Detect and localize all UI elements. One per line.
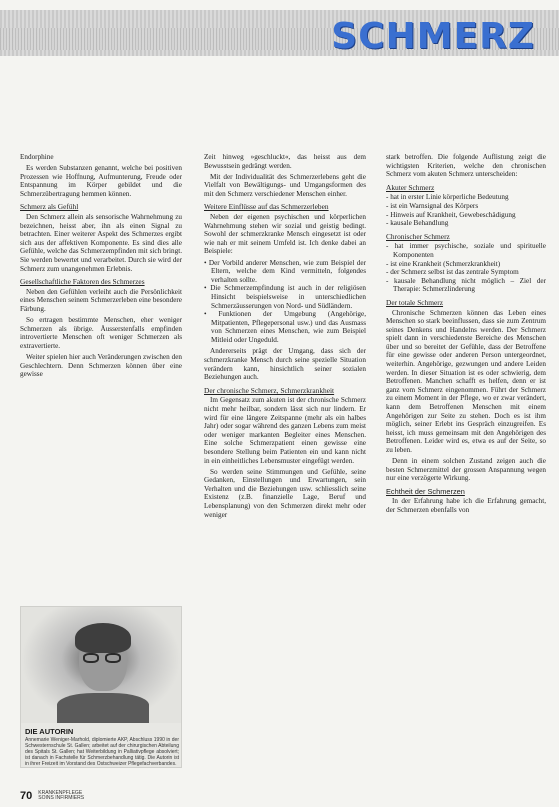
list-item: - kausale Behandlung xyxy=(386,219,546,228)
page-footer xyxy=(20,789,84,803)
magazine-name xyxy=(38,791,84,802)
glasses-icon xyxy=(83,653,99,663)
dash-list-chronic xyxy=(386,242,546,294)
list-item: • Der Vorbild anderer Menschen, wie zum Beispiel der Eltern, welche dem Kind vermitteln, folgendes verhalten sollte. xyxy=(204,259,366,285)
paragraph: Neben der eigenen psychischen und körperlichen Wahrnehmung stehen wir sozial und geistig bedingt. Sowohl der schmerzkranke Mensch eingesetzt ist oder wie nah er mit seinem Umfeld ist. Ich denke dabei an Beispiele: xyxy=(204,213,366,256)
paragraph: Andererseits prägt der Umgang, dass sich der schmerzkranke Mensch durch seine spezielle Situation verändern kann, hinsichtlich seiner sozialen Beziehungen auch. xyxy=(204,347,366,382)
list-item: - kausale Behandlung nicht möglich – Ziel der Therapie: Schmerzlinderung xyxy=(386,277,546,294)
subheading: Schmerz als Gefühl xyxy=(20,202,79,212)
paragraph: Den Schmerz allein als sensorische Wahrnehmung zu bezeichnen, heisst aber, ihn als einen Signal zu betrachten. Einer weiterer Aspekt des Schmerzes ergibt sich aus der affektiven Komponente. Es sind dies alle Gefühle, welche das Schmerzempfinden mit sich bringt. Sie werden bewertet und verarbeitet. Durch sie wird der Schmerz zum unangenehmen Erlebnis. xyxy=(20,213,182,273)
author-bio: Annemarie Weniger-Marhold, diplomierte AKP, Abschluss 1990 in der Schwesternschule St. Gallen; arbeitet auf der chirurgischen Abteilung des Spitals St. Gallen; hat Weiterbildung in Palliativpflege absolviert; ist danach in Fachstelle für Schmerzbehandlung tätig. Die Autorin ist in ihrer Freizeit im Vorstand des Ostschweizer Pflegefachverbandes. xyxy=(25,737,179,767)
magazine-line: KRANKENPFLEGE xyxy=(38,789,83,796)
paragraph: So ertragen bestimmte Menschen, eher weniger Schmerzen als übrige. Äusserstenfalls empfinden introvertierte Menschen oft weniger Schmerzen als extravertierte. xyxy=(20,316,182,350)
dash-list-acute xyxy=(386,193,546,227)
magazine-line: SOINS INFIRMIERS xyxy=(38,795,85,801)
list-item: • Die Schmerzempfindung ist auch in der religiösen Hinsicht beispielsweise in unterschiedlichen Schmerzäusserungen von Nord- und Südländern. xyxy=(204,284,366,310)
section-heading: Echtheit der Schmerzen xyxy=(386,486,465,496)
list-item: • Funktionen der Umgebung (Angehörige, Mitpatienten, Pflegepersonal usw.) und das Ausmass von Schmerzen eines Menschen, wie zum Beispiel Mitleid oder Ungeduld. xyxy=(204,310,366,344)
page-header xyxy=(0,10,559,56)
author-photo xyxy=(21,607,181,723)
photo-shoulders xyxy=(57,693,149,723)
list-item: - ist ein Warnsignal des Körpers xyxy=(386,202,546,211)
subheading: Chronischer Schmerz xyxy=(386,231,450,241)
subheading: Weitere Einflüsse auf das Schmerzerleben xyxy=(204,202,329,212)
paragraph: Chronische Schmerzen können das Leben eines Menschen so stark beeinflussen, dass sie zum Zentrum seines Denkens und Handelns werden. Der Schmerz spielt dann in verschiedenste Bereiche des Menschen über und so bereitet der Gefühle, dass der Betroffene für eine gewisse oder anderen Person untergeordnet, weiterhin. Angehörige, gezwungen und andere Leiden werden. In dieser Situation ist es oder schwierig, dem Betroffenen. Manchen schafft es helfen, denn er ist ganz vom Schmerz eingenommen. Führt der Schmerz zu einem Moment in der Pflege, wo er zwar verändert, kann dem Betroffenen Menschen mit einem Angehörigen zur Seite zu stehen. Doch es ist ihm möglich, seiner Erlebt ins Gespräch einzugreifen. Es heisst, ich muss gemeinsam mit den Angehörigen des Betroffenen. Leider wird es, etwa es auf der Seite, so zu leben. xyxy=(386,308,546,454)
subheading: Der totale Schmerz xyxy=(386,297,444,307)
paragraph: Endorphine xyxy=(20,153,54,161)
paragraph: Im Gegensatz zum akuten ist der chronische Schmerz nicht mehr heilbar, sondern lässt sich nur lindern. Er wird für eine längere Zeitspanne (mehr als ein halbes Jahr) oder sogar während des ganzen Lebens zum meist oder weniger markanten Begleiter eines Menschen. Eine solche Schmerzpatient einen gewisse eine besondere Stellung beim Patienten ein und kann nicht in ein einheitliches Lebensmuster eingefügt werden. xyxy=(204,396,366,465)
page-number: 70 xyxy=(20,790,33,802)
paragraph: So werden seine Stimmungen und Gefühle, seine Gedanken, Einstellungen und Erwartungen, sein Verhalten und die Beziehungen usw. schliesslich seine Existenz (z.B. finanzielle Lage, Beruf und Lebensplanung) von den Schmerzen direkt mehr oder weniger xyxy=(204,467,366,519)
paragraph: Mit der Individualität des Schmerzerlebens geht die Vielfalt von Bewältigungs- und Umgangsformen des mit den Schmerz verschiedener Menschen einher. xyxy=(204,172,366,198)
section-title: SCHMERZ xyxy=(331,16,535,57)
column-2 xyxy=(204,153,366,522)
column-1 xyxy=(20,153,182,381)
paragraph: Weiter spielen hier auch Veränderungen zwischen den Geschlechtern. Denn Schmerzen können über eine gewisse xyxy=(20,352,182,379)
glasses-icon xyxy=(105,653,121,663)
bullet-list xyxy=(204,259,366,345)
subheading: Akuter Schmerz xyxy=(386,182,435,192)
list-item: - hat immer psychische, soziale und spirituelle Komponenten xyxy=(386,242,546,259)
author-box xyxy=(20,606,182,768)
photo-hair xyxy=(75,623,131,653)
paragraph: stark betroffen. Die folgende Auflistung zeigt die wichtigsten Kriterien, welche den chronischen Schmerz vom akuten Schmerz unterscheiden: xyxy=(386,153,546,179)
column-3 xyxy=(386,153,546,517)
list-item: - hat in erster Linie körperliche Bedeutung xyxy=(386,193,546,202)
paragraph: Es werden Substanzen genannt, welche bei positiven Prozessen wie Hoffnung, Aufmunterung, Freude oder Entspannung im Körper gebildet und die Schmerzübertragung hemmen können. xyxy=(20,164,182,198)
author-heading: DIE AUTORIN xyxy=(25,727,74,736)
paragraph: Neben den Gefühlen verleiht auch die Persönlichkeit eines Menschen seinem Schmerzerleben eine besondere Färbung. xyxy=(20,287,182,313)
paragraph: Zeit hinweg »geschluckt«, das heisst aus dem Bewusstsein gedrängt werden. xyxy=(204,153,366,170)
subheading: Der chronische Schmerz, Schmerzkrankheit xyxy=(204,385,335,395)
paragraph: Denn in einem solchen Zustand zeigen auch die besten Schmerzmittel der grossen Anspannung wegen nur eine verzögerte Wirkung. xyxy=(386,457,546,483)
list-item: - ist eine Krankheit (Schmerzkrankheit) xyxy=(386,260,546,269)
subheading: Gesellschaftliche Faktoren des Schmerzes xyxy=(20,277,145,287)
list-item: - der Schmerz selbst ist das zentrale Symptom xyxy=(386,268,546,277)
paragraph: In der Erfahrung habe ich die Erfahrung gemacht, der Schmerzen ebenfalls von xyxy=(386,497,546,515)
list-item: - Hinweis auf Krankheit, Gewebeschädigung xyxy=(386,211,546,220)
